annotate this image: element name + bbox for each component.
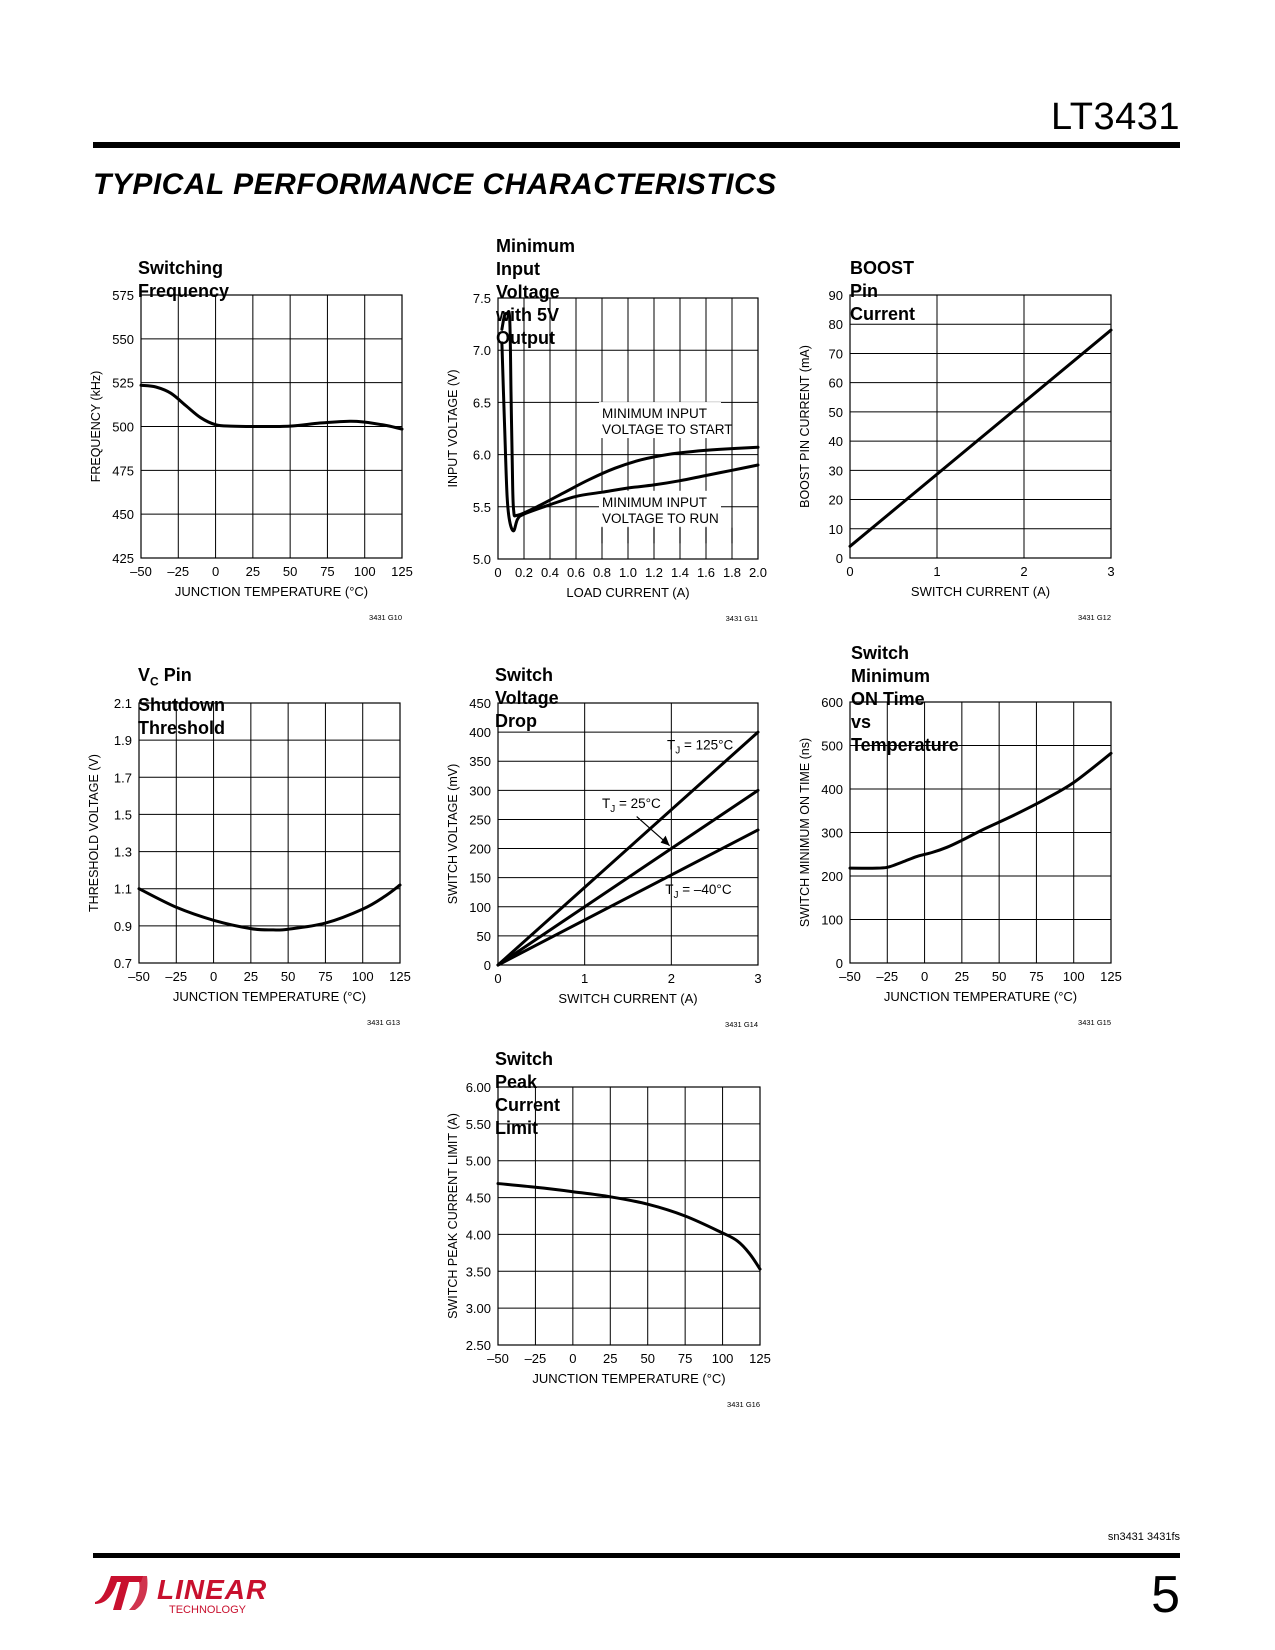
plot-frame [850,295,1111,558]
y-tick-label: 5.00 [465,1153,491,1169]
x-tick-label: –50 [839,969,861,984]
y-tick-label: 300 [821,825,843,841]
chart-title-line: Switch Peak Current Limit [495,1049,561,1138]
x-tick-label: 25 [954,969,970,984]
x-tick-label: 100 [351,969,374,984]
document-id: sn3431 3431fs [1107,1531,1180,1543]
y-tick-label: 3.50 [465,1264,491,1280]
x-axis-label: SWITCH CURRENT (A) [558,991,698,1006]
chart-svg [438,245,788,645]
y-tick-label: 2.50 [465,1338,491,1353]
series-label-sub: J [673,889,679,901]
y-tick-label: 500 [112,419,134,435]
series-line [498,1184,760,1270]
series-label-part: T [602,795,611,811]
x-tick-label: 0 [494,971,502,986]
chart-svg [78,652,428,1052]
chart-title-line: Switch Voltage Drop [495,665,559,731]
x-tick-label: 1.2 [644,565,664,580]
x-tick-label: 125 [1100,969,1122,984]
y-tick-label: 5.5 [472,499,491,515]
y-tick-label: 0.9 [113,918,132,934]
section-title: TYPICAL PERFORMANCE CHARACTERISTICS [93,168,777,201]
x-tick-label: 50 [280,969,296,984]
y-tick-label: 7.0 [472,343,491,359]
y-tick-label: 400 [821,782,843,797]
chart-svg [790,652,1140,1052]
y-tick-label: 0 [835,956,843,971]
x-tick-label: 1.8 [722,565,742,580]
y-tick-label: 70 [828,346,843,362]
figure-tag: 3431 G12 [1078,613,1111,622]
y-tick-label: 7.5 [472,291,491,306]
y-tick-label: 150 [469,870,491,886]
y-tick-label: 60 [828,375,843,391]
series-line [850,330,1111,546]
y-tick-label: 0.7 [113,956,132,971]
annotation-label: VOLTAGE TO RUN [602,510,719,526]
y-tick-label: 3.00 [465,1301,491,1317]
series-line [141,385,402,429]
chart-svg [438,1036,788,1436]
y-tick-label: 550 [112,331,134,347]
y-tick-label: 80 [828,317,843,333]
x-tick-label: 0 [211,564,220,579]
y-tick-label: 450 [469,696,491,711]
y-tick-label: 250 [469,812,491,828]
y-tick-label: 200 [821,869,843,884]
y-axis-label: THRESHOLD VOLTAGE (V) [87,754,101,912]
x-tick-label: 2 [1020,564,1028,579]
x-tick-label: 0.4 [540,565,560,580]
y-tick-label: 90 [828,288,843,303]
x-tick-label: 100 [353,564,376,579]
x-tick-label: 0.2 [514,565,534,580]
y-tick-label: 6.5 [472,395,491,411]
y-tick-label: 500 [821,738,843,754]
footer-rule [93,1553,1180,1558]
y-tick-label: 50 [476,928,491,944]
y-tick-label: 200 [469,841,491,857]
y-tick-label: 4.50 [465,1190,491,1206]
part-number: LT3431 [1050,96,1180,138]
x-axis-label: JUNCTION TEMPERATURE (°C) [174,584,369,599]
y-axis-label: SWITCH VOLTAGE (mV) [446,763,460,905]
x-tick-label: 125 [391,564,413,579]
chart-svg [78,245,428,645]
series-label-sub: J [675,745,681,757]
figure-tag: 3431 G11 [725,614,758,623]
x-tick-label: 25 [245,564,261,579]
y-axis-label: FREQUENCY (kHz) [89,370,103,483]
y-tick-label: 50 [828,404,843,420]
y-tick-label: 1.7 [113,770,132,786]
y-tick-label: 40 [828,434,843,450]
linear-technology-logo [93,1566,273,1616]
annotation-label: MINIMUM INPUT [602,494,707,510]
y-tick-label: 0 [835,551,843,566]
arrow-head-icon [661,836,670,846]
series-label [602,796,661,815]
x-tick-label: 75 [320,564,335,579]
x-tick-label: 3 [1107,564,1115,579]
chart-title-line: BOOST Pin Current [850,258,916,324]
chart-title-line: vs Temperature [851,712,959,755]
y-tick-label: 2.1 [113,696,132,711]
annotation-label: VOLTAGE TO START [602,422,733,438]
y-tick-label: 100 [821,912,843,928]
x-tick-label: 0 [209,969,218,984]
x-tick-label: 50 [640,1351,655,1366]
figure-tag: 3431 G10 [369,613,402,622]
y-tick-label: 5.0 [472,552,491,567]
x-tick-label: 50 [282,564,298,579]
x-tick-label: 0.8 [592,565,612,580]
x-tick-label: –25 [167,564,190,579]
chart-title-line: Minimum Input Voltage [496,236,575,302]
y-tick-label: 475 [112,463,134,479]
plot-frame [498,1087,760,1345]
x-tick-label: –50 [130,564,152,579]
logo-mark-icon-b [123,1576,148,1610]
y-tick-label: 1.3 [113,844,132,860]
y-tick-label: 450 [112,507,134,523]
y-tick-label: 1.5 [113,807,132,823]
y-tick-label: 4.00 [465,1227,491,1243]
y-tick-label: 6.0 [472,447,491,463]
chart-svg [790,245,1140,645]
y-tick-label: 575 [112,288,134,303]
x-tick-label: 1 [581,971,589,986]
x-tick-label: 2.0 [748,565,768,580]
x-tick-label: 1 [933,564,941,579]
series-label-part: T [667,737,676,753]
page-number: 5 [1151,1566,1180,1624]
figure-tag: 3431 G14 [725,1020,758,1029]
x-tick-label: 3 [754,971,762,986]
x-tick-label: 1.0 [618,565,638,580]
x-axis-label: JUNCTION TEMPERATURE (°C) [172,989,367,1004]
y-axis-label: INPUT VOLTAGE (V) [446,369,460,488]
x-tick-label: 75 [677,1351,693,1366]
y-tick-label: 525 [112,375,134,391]
y-tick-label: 1.1 [113,881,132,897]
x-tick-label: 25 [603,1351,618,1366]
y-tick-label: 100 [469,899,491,915]
series-label [665,882,732,901]
x-tick-label: 0 [569,1351,577,1366]
y-tick-label: 10 [828,521,843,537]
x-tick-label: 75 [318,969,333,984]
chart-title-line: Switching Frequency [138,258,230,301]
x-tick-label: 0 [846,564,854,579]
series-label-part: = –40°C [678,881,732,897]
y-axis-label: SWITCH PEAK CURRENT LIMIT (A) [446,1113,460,1319]
chart-title-line: Switch Minimum ON Time [851,643,930,709]
chart-title-line: $V_C$ Pin Shutdown Threshold [138,665,226,738]
series-line [139,885,400,930]
chart-svg [438,652,788,1052]
figure-tag: 3431 G13 [367,1018,400,1027]
x-tick-label: 0.6 [566,565,586,580]
x-tick-label: 50 [991,969,1007,984]
x-tick-label: 1.6 [696,565,716,580]
y-tick-label: 30 [828,463,843,479]
y-tick-label: 0 [483,958,491,973]
x-tick-label: –25 [524,1351,547,1366]
x-tick-label: –50 [128,969,150,984]
series-line [850,753,1111,868]
y-tick-label: 400 [469,725,491,741]
x-tick-label: 75 [1029,969,1044,984]
x-tick-label: –25 [165,969,188,984]
chart-title-line: with 5V Output [496,305,560,348]
x-tick-label: 25 [243,969,259,984]
x-tick-label: 125 [389,969,411,984]
x-tick-label: 1.4 [670,565,690,580]
figure-tag: 3431 G16 [727,1400,760,1409]
x-tick-label: 0 [494,565,502,580]
series-label-sub: J [610,803,616,815]
x-tick-label: –25 [876,969,899,984]
x-tick-label: 0 [920,969,929,984]
figure-tag: 3431 G15 [1078,1018,1111,1027]
y-tick-label: 425 [112,551,134,566]
y-tick-label: 350 [469,754,491,770]
plot-frame [139,703,400,963]
x-axis-label: SWITCH CURRENT (A) [910,584,1051,599]
x-axis-label: JUNCTION TEMPERATURE (°C) [532,1371,726,1386]
x-tick-label: 100 [1062,969,1085,984]
series-label-part: T [665,881,674,897]
x-tick-label: 2 [667,971,675,986]
x-axis-label: JUNCTION TEMPERATURE (°C) [883,989,1078,1004]
y-axis-label: BOOST PIN CURRENT (mA) [798,345,812,508]
x-axis-label: LOAD CURRENT (A) [566,585,690,600]
y-tick-label: 600 [821,695,843,710]
y-tick-label: 5.50 [465,1116,491,1132]
x-tick-label: 100 [711,1351,734,1366]
header-rule [93,142,1180,148]
y-tick-label: 300 [469,783,491,799]
series-label [667,738,734,757]
logo-wordmark: LINEAR [157,1574,268,1605]
y-tick-label: 20 [828,492,843,508]
y-axis-label: SWITCH MINIMUM ON TIME (ns) [798,737,812,928]
series-label-part: = 125°C [680,737,734,753]
logo-subtext: TECHNOLOGY [169,1604,247,1616]
series-label-part: = 25°C [615,795,661,811]
x-tick-label: –50 [487,1351,509,1366]
x-tick-label: 125 [749,1351,771,1366]
y-tick-label: 6.00 [465,1080,491,1095]
annotation-label: MINIMUM INPUT [602,406,707,422]
y-tick-label: 1.9 [113,733,132,749]
